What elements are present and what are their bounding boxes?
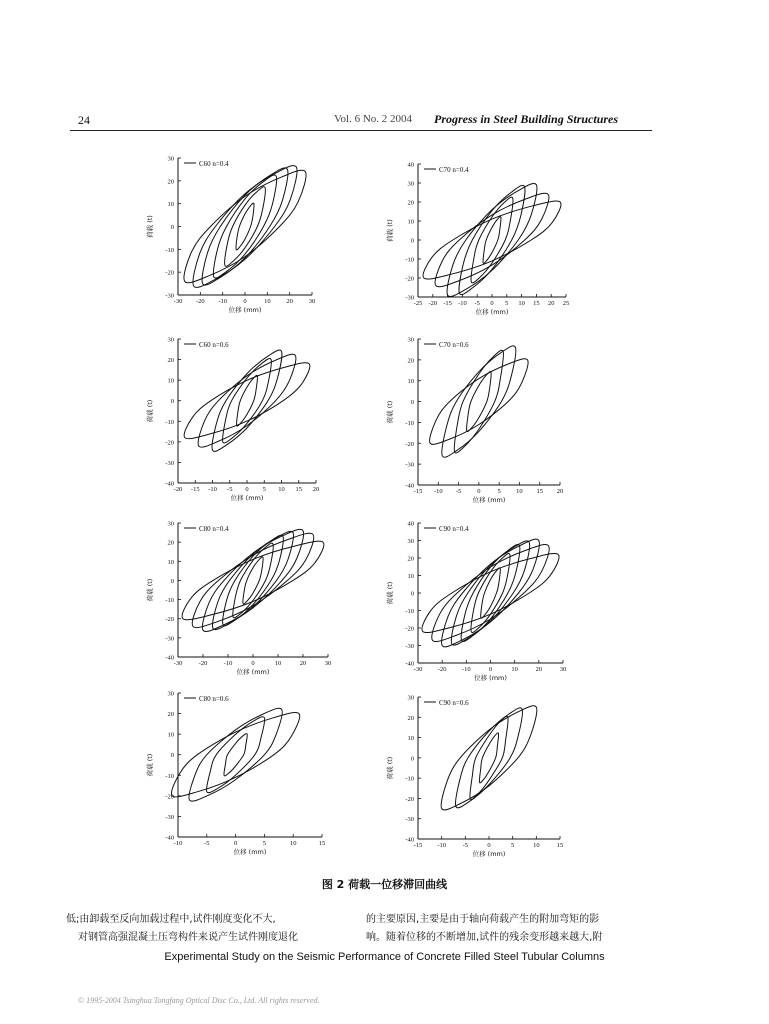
y-tick-label: 10 xyxy=(167,201,174,209)
x-tick-label: -10 xyxy=(458,300,467,307)
x-tick-label: -10 xyxy=(218,298,228,305)
y-tick-label: 0 xyxy=(170,398,174,406)
chart-panel-4 xyxy=(385,337,563,505)
y-tick-label: 10 xyxy=(167,558,174,566)
y-tick-label: -20 xyxy=(405,625,414,633)
y-tick-label: -10 xyxy=(165,772,174,780)
x-tick-label: -5 xyxy=(474,300,480,307)
y-axis-title: 荷载 (t) xyxy=(146,399,154,423)
y-tick-label: 0 xyxy=(170,224,174,231)
hysteresis-loop xyxy=(223,358,272,442)
hysteresis-loop xyxy=(470,716,508,799)
journal-title: Progress in Steel Building Structures xyxy=(434,112,619,126)
legend-label: C90 n=0.6 xyxy=(439,699,469,707)
x-tick-label: 30 xyxy=(559,666,567,673)
x-tick-label: -5 xyxy=(204,840,210,847)
legend-label: C80 n=0.4 xyxy=(199,525,229,533)
hysteresis-loop xyxy=(455,708,522,808)
running-head: Vol. 6 No. 2 2004 xyxy=(334,113,413,125)
y-tick-label: -30 xyxy=(165,459,174,467)
y-axis-title: 荷载 (t) xyxy=(386,756,394,780)
y-tick-label: 10 xyxy=(167,377,174,385)
y-tick-label: 40 xyxy=(407,520,414,528)
y-tick-label: -40 xyxy=(165,834,174,842)
x-tick-label: 5 xyxy=(511,842,515,849)
hysteresis-loop xyxy=(442,346,516,457)
x-tick-label: -5 xyxy=(227,486,233,493)
legend-label: C60 n=0.4 xyxy=(199,160,229,168)
x-tick-label: 20 xyxy=(556,488,564,495)
hysteresis-loop xyxy=(184,170,306,282)
y-tick-label: 10 xyxy=(407,378,414,386)
y-axis-title: 荷载 (t) xyxy=(146,578,154,602)
y-axis-title: 荷载 (t) xyxy=(146,753,154,777)
chart-panel-2 xyxy=(385,162,569,317)
x-tick-label: -5 xyxy=(455,488,462,495)
hysteresis-loop xyxy=(447,183,537,296)
y-tick-label: 0 xyxy=(170,752,174,760)
x-axis-title: 位移 (mm) xyxy=(472,496,506,504)
x-tick-label: -5 xyxy=(462,842,469,849)
legend-label: C70 n=0.6 xyxy=(439,341,469,349)
copyright-notice: © 1995-2004 Tsinghua Tongfang Optical Disc Co., Ltd. All rights reserved. xyxy=(78,996,320,1005)
body-left-line-1: 低;由卸载至反向加载过程中,试件刚度变化不大, xyxy=(66,914,276,925)
y-tick-label: 30 xyxy=(167,520,174,528)
x-axis-title: 位移 (mm) xyxy=(233,848,267,856)
y-tick-label: 30 xyxy=(167,155,174,163)
x-tick-label: 10 xyxy=(274,660,282,667)
x-tick-label: -20 xyxy=(198,660,208,667)
x-tick-label: 20 xyxy=(286,298,293,305)
y-tick-label: -40 xyxy=(405,836,414,844)
x-tick-label: -20 xyxy=(195,298,205,305)
x-tick-label: 0 xyxy=(477,488,481,495)
hysteresis-loop xyxy=(237,375,258,426)
hysteresis-loop xyxy=(192,533,313,627)
y-tick-label: -30 xyxy=(405,643,414,650)
body-right-line-2: 响。随着位移的不断增加,试件的残余变形越来越大,附 xyxy=(366,932,603,943)
y-tick-label: 20 xyxy=(407,357,414,365)
x-tick-label: 5 xyxy=(262,486,266,493)
y-axis-title: 荷载 (t) xyxy=(386,581,394,605)
hysteresis-loop xyxy=(432,545,549,642)
chart-panel-5 xyxy=(145,521,331,677)
x-tick-label: 20 xyxy=(312,486,320,493)
legend-label: C90 n=0.4 xyxy=(439,525,469,533)
hysteresis-loop xyxy=(461,545,520,642)
y-tick-label: 10 xyxy=(407,218,414,226)
x-tick-label: 10 xyxy=(511,666,518,673)
x-tick-label: 0 xyxy=(251,660,255,667)
x-tick-label: 15 xyxy=(295,486,302,493)
y-axis-title: 荷载 (t) xyxy=(386,219,394,242)
y-tick-label: 20 xyxy=(167,178,174,186)
x-tick-label: 5 xyxy=(262,840,267,847)
body-left-line-2: 对钢管高强混凝土压弯构件来说产生试件刚度退化 xyxy=(78,932,298,943)
y-tick-label: 0 xyxy=(410,237,414,245)
x-tick-label: 10 xyxy=(516,488,523,495)
x-axis-title: 位移 (mm) xyxy=(472,850,506,858)
y-tick-label: -20 xyxy=(405,795,414,803)
y-tick-label: -20 xyxy=(165,793,174,801)
english-title-footer: Experimental Study on the Seismic Performance of Concrete Filled Steel Tubular Columns xyxy=(164,951,605,963)
hysteresis-loop xyxy=(483,217,501,264)
chart-panel-7 xyxy=(145,691,325,857)
y-tick-label: -10 xyxy=(165,418,174,426)
y-tick-label: -40 xyxy=(165,480,174,488)
x-tick-label: 20 xyxy=(299,660,307,667)
y-axis-title: 荷载 (t) xyxy=(146,215,154,238)
y-tick-label: -30 xyxy=(405,294,414,302)
x-tick-label: 15 xyxy=(536,488,543,495)
x-axis-title: 位移 (mm) xyxy=(230,494,264,502)
y-tick-label: -30 xyxy=(405,816,414,824)
x-tick-label: 0 xyxy=(488,666,493,673)
x-axis-title: 位移 (mm) xyxy=(475,308,509,316)
x-tick-label: 10 xyxy=(289,840,297,847)
y-tick-label: -20 xyxy=(405,440,414,448)
y-tick-label: 20 xyxy=(167,357,174,365)
y-tick-label: -10 xyxy=(405,775,414,783)
y-tick-label: 0 xyxy=(410,399,414,407)
chart-panel-1 xyxy=(145,156,315,315)
x-tick-label: -10 xyxy=(173,840,183,847)
x-tick-label: -20 xyxy=(428,300,438,307)
y-tick-label: 30 xyxy=(407,180,414,188)
x-tick-label: 10 xyxy=(264,298,271,305)
x-tick-label: -10 xyxy=(433,488,443,495)
hysteresis-loop xyxy=(479,733,498,783)
x-tick-label: 15 xyxy=(533,300,540,307)
hysteresis-loop xyxy=(467,372,492,432)
x-tick-label: 0 xyxy=(490,300,494,307)
legend-label: C80 n=0.6 xyxy=(199,695,229,703)
hysteresis-loop xyxy=(223,535,284,625)
y-tick-label: 20 xyxy=(407,714,414,722)
x-tick-label: 30 xyxy=(308,298,316,305)
y-tick-label: -40 xyxy=(165,654,174,662)
hysteresis-loop xyxy=(193,166,297,288)
x-tick-label: -10 xyxy=(208,486,217,493)
x-tick-label: -15 xyxy=(413,488,423,495)
y-tick-label: -10 xyxy=(405,419,414,427)
y-tick-label: 20 xyxy=(407,199,414,207)
x-tick-label: -20 xyxy=(173,486,183,493)
y-tick-label: 0 xyxy=(410,590,414,598)
y-tick-label: -30 xyxy=(165,813,174,821)
x-axis-title: 位移 (mm) xyxy=(228,306,262,314)
x-tick-label: 0 xyxy=(245,486,249,493)
x-tick-label: 20 xyxy=(535,666,543,673)
x-tick-label: 15 xyxy=(318,840,326,847)
y-tick-label: -10 xyxy=(405,256,414,264)
x-tick-label: 5 xyxy=(505,300,509,307)
x-tick-label: 30 xyxy=(324,660,332,667)
x-tick-label: 25 xyxy=(562,300,570,307)
hysteresis-loop xyxy=(441,706,537,810)
y-tick-label: 40 xyxy=(407,161,414,169)
hysteresis-loop xyxy=(423,201,561,279)
chart-panel-6 xyxy=(385,521,566,683)
x-tick-label: -10 xyxy=(223,660,233,667)
hysteresis-loop xyxy=(224,734,247,776)
y-axis-title: 荷载 (t) xyxy=(386,400,394,424)
x-tick-label: -15 xyxy=(443,300,452,307)
y-tick-label: 30 xyxy=(407,336,414,344)
y-tick-label: -10 xyxy=(165,246,174,254)
hysteresis-loop xyxy=(442,539,540,647)
y-tick-label: -20 xyxy=(165,439,174,447)
y-tick-label: 10 xyxy=(167,731,174,739)
y-tick-label: 30 xyxy=(407,538,414,545)
x-tick-label: 0 xyxy=(243,298,247,305)
x-tick-label: 20 xyxy=(547,300,555,307)
x-tick-label: -15 xyxy=(413,842,423,849)
x-tick-label: -30 xyxy=(173,298,183,305)
y-tick-label: 20 xyxy=(167,711,174,719)
page-number: 24 xyxy=(78,113,90,127)
y-tick-label: 20 xyxy=(167,539,174,547)
y-tick-label: 30 xyxy=(407,694,414,702)
hysteresis-loop xyxy=(454,350,503,453)
y-tick-label: 20 xyxy=(407,555,414,563)
y-tick-label: -30 xyxy=(165,635,174,643)
x-tick-label: 10 xyxy=(533,842,540,849)
y-tick-label: 0 xyxy=(410,755,414,763)
x-axis-title: 位移 (mm) xyxy=(474,674,507,682)
hysteresis-loop xyxy=(459,185,525,294)
figure-caption: 图 2 荷载一位移滞回曲线 xyxy=(321,878,448,891)
y-tick-label: -10 xyxy=(165,597,174,605)
y-tick-label: 30 xyxy=(167,690,174,698)
y-tick-label: 0 xyxy=(170,577,174,585)
chart-panel-3 xyxy=(145,337,319,503)
y-tick-label: -40 xyxy=(405,660,414,668)
body-right-line-1: 的主要原因,主要是由于轴向荷载产生的附加弯矩的影 xyxy=(366,914,600,925)
y-tick-label: -40 xyxy=(405,482,414,490)
x-tick-label: 0 xyxy=(487,842,491,849)
y-tick-label: -30 xyxy=(165,292,174,300)
hysteresis-loop xyxy=(202,529,303,631)
x-tick-label: -15 xyxy=(190,486,200,493)
legend-label: C70 n=0.4 xyxy=(439,166,469,174)
x-tick-label: -30 xyxy=(173,660,183,667)
x-tick-label: 0 xyxy=(233,840,238,847)
hysteresis-loop xyxy=(189,708,282,801)
legend-label: C60 n=0.6 xyxy=(199,341,229,349)
y-tick-label: 30 xyxy=(167,336,174,344)
x-tick-label: 10 xyxy=(518,300,525,307)
x-tick-label: 10 xyxy=(278,486,285,493)
y-tick-label: -30 xyxy=(405,461,414,469)
y-tick-label: -20 xyxy=(165,269,174,277)
x-tick-label: -10 xyxy=(461,666,471,673)
x-tick-label: 15 xyxy=(556,842,564,849)
x-tick-label: -10 xyxy=(437,842,447,849)
chart-panel-8 xyxy=(385,695,563,859)
x-tick-label: -30 xyxy=(413,666,423,673)
y-tick-label: -20 xyxy=(165,616,174,624)
x-tick-label: -20 xyxy=(437,666,447,673)
hysteresis-loop xyxy=(213,175,276,278)
y-tick-label: -10 xyxy=(405,608,414,615)
hysteresis-loop xyxy=(171,712,299,796)
y-tick-label: 10 xyxy=(407,735,414,743)
x-tick-label: 5 xyxy=(497,488,501,495)
y-tick-label: -20 xyxy=(405,275,414,283)
hysteresis-loop xyxy=(236,203,254,250)
x-tick-label: -25 xyxy=(413,300,423,307)
y-tick-label: 10 xyxy=(407,573,414,580)
x-axis-title: 位移 (mm) xyxy=(236,668,270,676)
hysteresis-loop xyxy=(206,717,264,793)
